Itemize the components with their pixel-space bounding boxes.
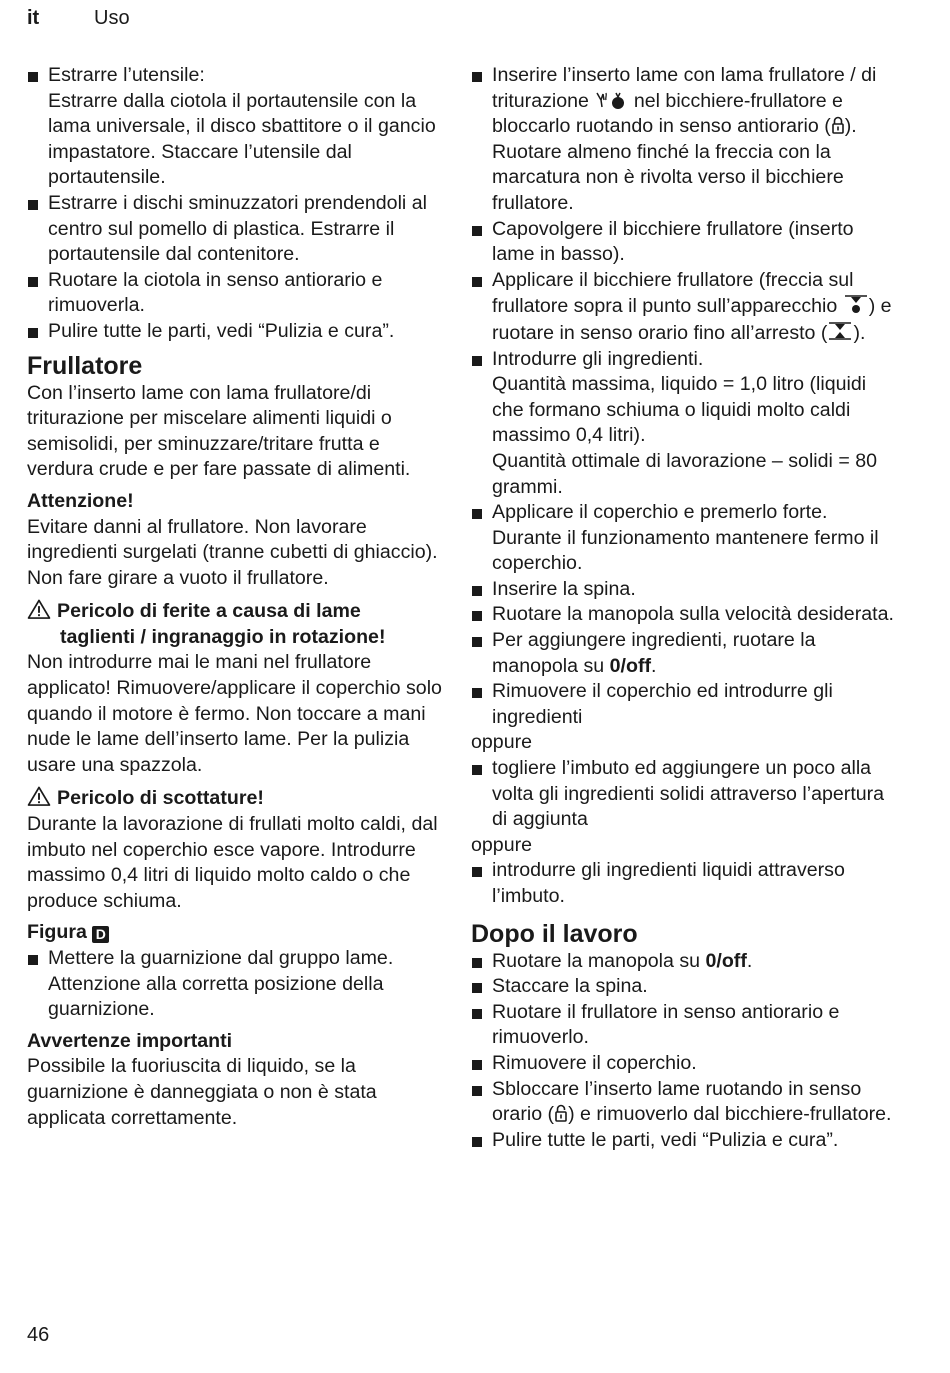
list-item: Applicare il coperchio e premerlo forte. Durante il funzionamento mantenere fermo il coperchio. (471, 500, 896, 577)
avvertenze-text: Possibile la fuoriuscita di liquido, se la guarnizione è danneggiata o non è stata applicata correttamente. (27, 1055, 377, 1129)
warning-blades-text: Non introdurre mai le mani nel frullatore applicato! Rimuovere/applicare il coperchio solo quando il motore è fermo. Non toccare a mani nude le lame dell’inserto lame. Per la pulizia usare una spazzola. (27, 651, 442, 776)
figure-label: Figura D (27, 920, 445, 946)
oppure-text: oppure (471, 833, 533, 856)
list-item: Staccare la spina. (471, 974, 896, 1000)
heading-avvertenze: Avvertenze importanti (27, 1029, 233, 1052)
lock-open-icon (554, 1103, 568, 1123)
attenzione-text: Evitare danni al frullatore. Non lavorare ingredienti surgelati (tranne cubetti di ghiaccio). Non fare girare a vuoto il frullatore. (27, 515, 438, 589)
list-item: Capovolgere il bicchiere frullatore (inserto lame in basso). (471, 217, 896, 268)
oppure-text: oppure (471, 731, 533, 754)
list-item: Introdurre gli ingredienti. Quantità massima, liquido = 1,0 litro (liquidi che formano schiuma o liquidi molto caldi massimo 0,4 litri). Quantità ottimale di lavorazione – solidi = 80 grammi. (471, 347, 896, 501)
list-item: Ruotare la manopola su 0/off. (471, 949, 896, 975)
after-work-list (471, 949, 896, 1154)
list-item: Estrarre i dischi sminuzzatori prendendoli al centro sul pomello di plastica. Estrarre il portautensile dal contenitore. (27, 191, 445, 268)
intro-list (27, 63, 445, 345)
warning-triangle-icon (27, 599, 51, 619)
figure-letter-badge: D (92, 926, 109, 943)
arrow-stop-icon (827, 320, 853, 342)
steps-list (471, 63, 896, 730)
alt-list-1 (471, 756, 896, 833)
heading-frullatore: Frullatore (27, 351, 143, 380)
list-item: Ruotare la manopola sulla velocità desiderata. (471, 602, 896, 628)
list-item: Applicare il bicchiere frullatore (freccia sul frullatore sopra il punto sull’apparecchio ) e ruotare in senso orario fino all’arresto ( ). (471, 268, 896, 347)
list-item: Pulire tutte le parti, vedi “Pulizia e cura”. (27, 319, 445, 345)
heading-dopo-il-lavoro: Dopo il lavoro (471, 919, 638, 948)
heading-attenzione: Attenzione! (27, 489, 134, 512)
section-title: Uso (94, 7, 130, 29)
list-item: togliere l’imbuto ed aggiungere un poco alla volta gli ingredienti solidi attraverso l’apertura di aggiunta (471, 756, 896, 833)
list-item: Inserire l’inserto lame con lama frullatore / di triturazione nel bicchiere-frullatore e bloccarlo ruotando in senso antiorario ( ). Ruotare almeno finché la freccia con la marcatura non è rivolta verso il bicchiere frullatore. (471, 63, 896, 217)
warning-blades: Pericolo di ferite a causa di lame taglienti / ingranaggio in rotazione! (27, 599, 445, 650)
arrow-dot-icon (843, 293, 869, 315)
language-label: it (27, 7, 40, 29)
list-item: introdurre gli ingredienti liquidi attraverso l’imbuto. (471, 858, 896, 909)
list-item: Estrarre l’utensile: Estrarre dalla ciotola il portautensile con la lama universale, il disco sbattitore o il gancio impastatore. Staccare l’utensile dal portautensile. (27, 63, 445, 191)
warning-scald: Pericolo di scottature! (27, 786, 445, 812)
list-item: Ruotare la ciotola in senso antiorario e rimuoverla. (27, 268, 445, 319)
list-item: Rimuovere il coperchio ed introdurre gli ingredienti (471, 679, 896, 730)
list-item: Sbloccare l’inserto lame ruotando in senso orario ( ) e rimuoverlo dal bicchiere-frullatore. (471, 1077, 896, 1128)
list-item: Per aggiungere ingredienti, ruotare la manopola su 0/off. (471, 628, 896, 679)
blender-blade-icon (594, 90, 628, 110)
frullatore-text: Con l’inserto lame con lama frullatore/di triturazione per miscelare alimenti liquidi o semisolidi, per sminuzzare/tritare frutta e verdura crude e per fare passate di alimenti. (27, 381, 411, 481)
list-item: Ruotare il frullatore in senso antiorario e rimuoverlo. (471, 1000, 896, 1051)
list-item: Inserire la spina. (471, 577, 896, 603)
lock-closed-icon (831, 115, 845, 135)
warning-triangle-icon (27, 786, 51, 806)
list-item: Rimuovere il coperchio. (471, 1051, 896, 1077)
left-column (27, 63, 445, 1131)
list-item: Mettere la guarnizione dal gruppo lame. Attenzione alla corretta posizione della guarnizione. (27, 946, 445, 1023)
right-column (471, 63, 896, 1153)
page-number: 46 (27, 1324, 50, 1346)
figure-list (27, 946, 445, 1023)
alt-list-2 (471, 858, 896, 909)
list-item: Pulire tutte le parti, vedi “Pulizia e cura”. (471, 1128, 896, 1154)
warning-scald-text: Durante la lavorazione di frullati molto caldi, dal imbuto nel coperchio esce vapore. Introdurre massimo 0,4 litri di liquido molto caldo o che produce schiuma. (27, 813, 438, 912)
